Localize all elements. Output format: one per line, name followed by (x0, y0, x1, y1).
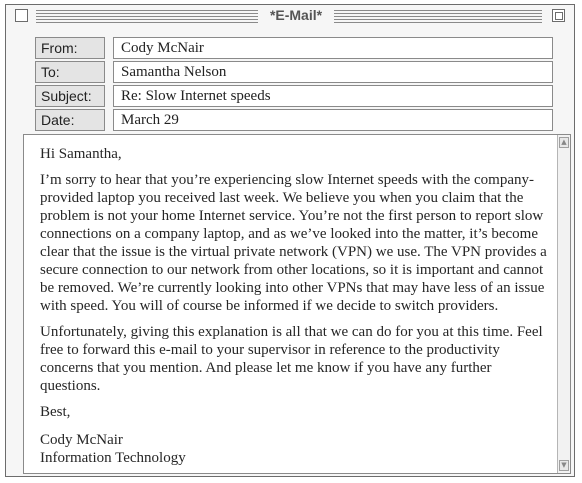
title-bar[interactable] (6, 5, 574, 29)
date-label: Date: (35, 109, 105, 131)
message-text (40, 145, 552, 475)
message-body[interactable] (23, 134, 571, 474)
vertical-scrollbar[interactable] (557, 135, 570, 473)
signature (40, 431, 552, 467)
subject-label: Subject: (35, 85, 105, 107)
greeting: Hi Samantha, (40, 146, 122, 162)
subject-field[interactable]: Re: Slow Internet speeds (113, 85, 553, 107)
close-box-icon[interactable] (15, 9, 28, 22)
arrow-up-icon[interactable]: ▲ (559, 137, 569, 148)
signature-department: Information Technology (40, 450, 186, 466)
closing: Best, (40, 404, 71, 420)
paragraph-1: I’m sorry to hear that you’re experiencing slow Internet speeds with the company-provided laptop you received last week. We believe you when you claim that the problem is not your home Internet service. You’re not the first person to report slow connections on a company laptop, and as we’ve looked into the matter, it’s become clear that the issue is the virtual private network (VPN) we use. The VPN provides a secure connection to our network from other locations, so it is important and cannot be removed. We’re currently looking into other VPNs that may have less of an issue with speed. You will of course be informed if we decide to switch providers. (40, 172, 547, 314)
paragraph-2: Unfortunately, giving this explanation is all that we can do for you at this time. Feel free to forward this e-mail to your supervisor in reference to the productivity concerns that you mention. And please let me know if you have any further questions. (40, 324, 543, 394)
title-bar-stripes-right (334, 10, 542, 23)
from-label: From: (35, 37, 105, 59)
from-field[interactable]: Cody McNair (113, 37, 553, 59)
date-field[interactable]: March 29 (113, 109, 553, 131)
window-title: *E-Mail* (258, 7, 334, 23)
arrow-down-icon[interactable]: ▼ (559, 460, 569, 471)
email-window (5, 4, 575, 477)
signature-name: Cody McNair (40, 432, 123, 448)
title-bar-stripes-left (36, 10, 258, 23)
to-label: To: (35, 61, 105, 83)
to-field[interactable]: Samantha Nelson (113, 61, 553, 83)
zoom-box-icon[interactable] (552, 9, 565, 22)
